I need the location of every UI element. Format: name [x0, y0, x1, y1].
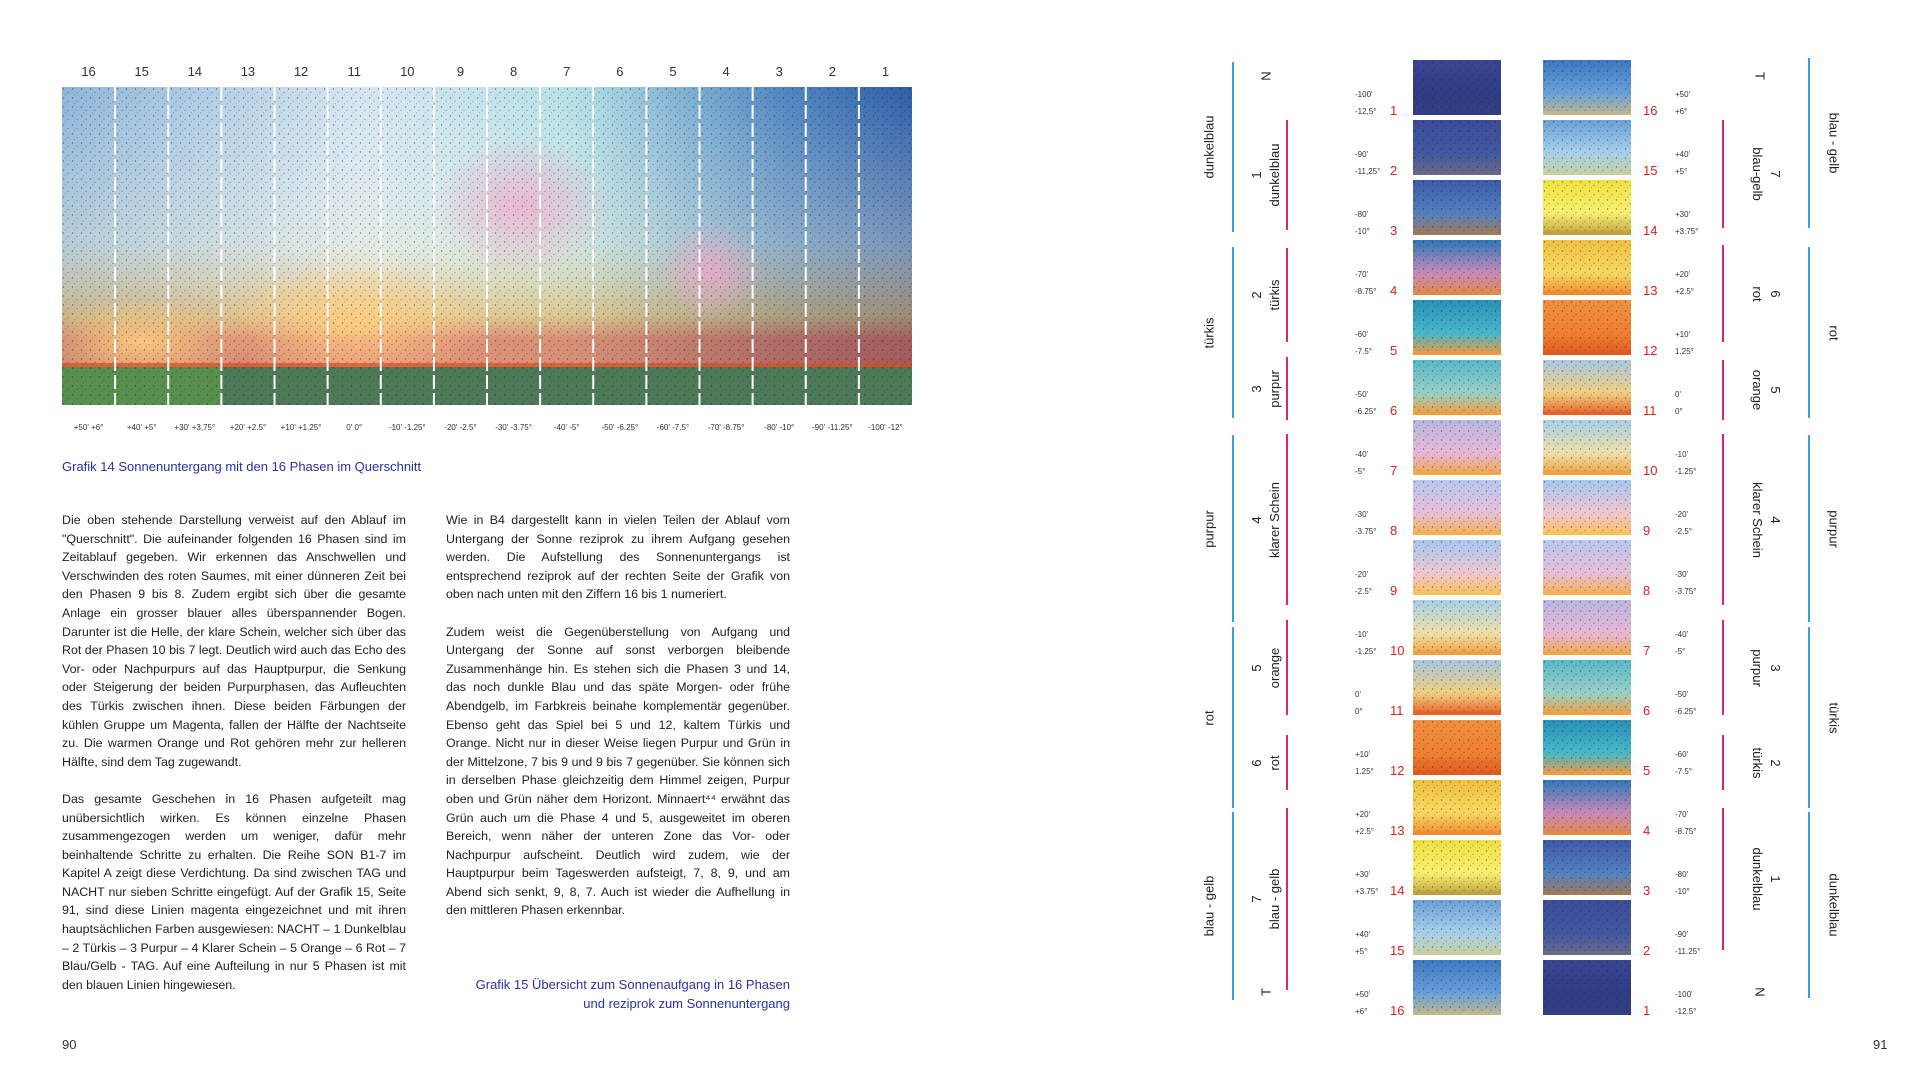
- label-line: klarer Schein: [1267, 481, 1282, 558]
- phase-number: 14: [187, 64, 203, 79]
- blue-phase-label-left: blau - gelb: [1201, 875, 1217, 937]
- sunrise-swatch: [1413, 960, 1501, 1015]
- angle-degrees: -5°: [1355, 467, 1366, 476]
- label-line: 3: [1768, 663, 1783, 672]
- sunrise-swatch: [1413, 60, 1501, 115]
- blue-phase-label-right: blau - gelb: [1826, 112, 1842, 174]
- blue-phase-line-left: [1232, 627, 1234, 808]
- sunrise-swatch: [1413, 420, 1501, 475]
- angle-minutes: +10': [1355, 750, 1371, 759]
- angle-minutes: -100': [1355, 90, 1373, 99]
- text-column-2: [446, 511, 790, 939]
- magenta-phase-line-right: [1722, 434, 1724, 605]
- phase-number-sunset: 16: [1643, 103, 1658, 118]
- end-letter-left-bottom: T: [1258, 988, 1274, 996]
- label-line: 7: [1768, 170, 1783, 178]
- angle-minutes: 0': [1355, 690, 1361, 699]
- angle-degrees: -12.5°: [1675, 1007, 1697, 1016]
- angle-label: -80' -10°: [764, 423, 795, 432]
- phase-number-sunset: 12: [1643, 343, 1658, 358]
- phase-number-sunset: 14: [1643, 223, 1658, 238]
- sunset-swatch: [1543, 900, 1631, 955]
- caption-grafik-14: Grafik 14 Sonnenuntergang mit den 16 Phasen im Querschnitt: [62, 459, 422, 474]
- label-line: 2: [1249, 291, 1264, 299]
- label-line: 4: [1768, 515, 1783, 524]
- magenta-phase-line-right: [1722, 120, 1724, 228]
- angle-degrees: +2.5°: [1675, 287, 1694, 296]
- sunrise-swatch: [1413, 540, 1501, 595]
- label-line: orange: [1267, 647, 1282, 688]
- sunrise-swatch: [1413, 720, 1501, 775]
- magenta-phase-label-left: [1248, 647, 1284, 687]
- sunset-swatch: [1543, 240, 1631, 295]
- sunset-swatch: [1543, 840, 1631, 895]
- angle-label: +10' +1.25°: [280, 423, 322, 432]
- phase-number: 8: [509, 64, 518, 79]
- magenta-phase-label-right: [1748, 370, 1784, 410]
- angle-minutes: -80': [1355, 210, 1369, 219]
- phase-number: 6: [616, 64, 624, 79]
- label-line: türkis: [1750, 746, 1765, 779]
- angle-minutes: -60': [1355, 330, 1369, 339]
- blue-phase-label-right: dunkelblau: [1826, 873, 1842, 937]
- blue-phase-line-right: [1808, 247, 1810, 418]
- angle-minutes: -20': [1355, 570, 1369, 579]
- sunrise-swatch: [1413, 300, 1501, 355]
- sunset-panorama-figure: [62, 87, 912, 405]
- angle-minutes: +20': [1675, 270, 1691, 279]
- angle-minutes: -30': [1355, 510, 1369, 519]
- sunset-swatch: [1543, 780, 1631, 835]
- phase-number: 15: [134, 64, 149, 79]
- phase-number-sunset: 10: [1643, 463, 1658, 478]
- sunrise-swatch: [1413, 600, 1501, 655]
- angle-minutes: +30': [1355, 870, 1371, 879]
- magenta-phase-line-left: [1286, 120, 1288, 230]
- angle-label: -40' -5°: [553, 423, 580, 432]
- sunset-swatch: [1543, 300, 1631, 355]
- blue-phase-label-right: türkis: [1826, 701, 1842, 734]
- angle-minutes: +20': [1355, 810, 1371, 819]
- angle-label: -10' -1.25°: [388, 423, 426, 432]
- magenta-phase-line-right: [1722, 808, 1724, 950]
- magenta-phase-label-left: [1248, 279, 1284, 310]
- phase-number-sunrise: 2: [1390, 163, 1398, 178]
- angle-minutes: -20': [1675, 510, 1689, 519]
- sunset-swatch: [1543, 180, 1631, 235]
- label-line: 5: [1768, 386, 1783, 394]
- angle-minutes: -40': [1355, 450, 1369, 459]
- blue-phase-line-right: [1808, 627, 1810, 808]
- phase-number-sunset: 15: [1643, 163, 1658, 178]
- angle-degrees: -11,25°: [1355, 167, 1381, 176]
- blue-phase-label-right: rot: [1826, 324, 1842, 341]
- phase-number-sunrise: 15: [1390, 943, 1405, 958]
- angle-minutes: -60': [1675, 750, 1689, 759]
- phase-number-row: [62, 64, 912, 82]
- blue-phase-line-right: [1808, 58, 1810, 228]
- magenta-phase-label-left: [1248, 755, 1284, 770]
- phase-number-sunrise: 13: [1390, 823, 1405, 838]
- phase-number-sunrise: 14: [1390, 883, 1405, 898]
- sunrise-swatch: [1413, 660, 1501, 715]
- magenta-phase-line-left: [1286, 735, 1288, 790]
- angle-minutes: -70': [1355, 270, 1369, 279]
- sunset-swatch: [1543, 480, 1631, 535]
- angle-degrees: -6.25°: [1675, 707, 1697, 716]
- sunrise-swatch: [1413, 120, 1501, 175]
- label-line: dunkelblau: [1267, 143, 1282, 207]
- sunset-swatch: [1543, 420, 1631, 475]
- magenta-phase-label-left: [1248, 869, 1284, 930]
- angle-minutes: -70': [1675, 810, 1689, 819]
- angle-minutes: 0': [1675, 390, 1681, 399]
- phase-number-sunrise: 16: [1390, 1003, 1405, 1018]
- angle-label: -30' -3.75°: [495, 423, 532, 432]
- label-line: purpur: [1267, 369, 1282, 408]
- sunset-swatch: [1543, 660, 1631, 715]
- angle-degrees: +2.5°: [1355, 827, 1374, 836]
- angle-degrees: -11.25°: [1675, 947, 1701, 956]
- angle-degrees: +5°: [1355, 947, 1368, 956]
- label-line: 1: [1249, 171, 1264, 179]
- angle-label-row: [62, 423, 912, 437]
- angle-degrees: -3.75°: [1675, 587, 1697, 596]
- angle-label: -20' -2.5°: [444, 423, 477, 432]
- phase-number-sunset: 13: [1643, 283, 1658, 298]
- label-line: rot: [1750, 285, 1765, 302]
- phase-number: 5: [669, 64, 677, 79]
- magenta-phase-line-left: [1286, 808, 1288, 990]
- magenta-phase-label-right: [1748, 747, 1784, 778]
- sunrise-swatch: [1413, 840, 1501, 895]
- label-line: türkis: [1267, 279, 1282, 311]
- phase-number-sunset: 1: [1643, 1003, 1651, 1018]
- phase-number: 9: [456, 64, 465, 79]
- label-line: blau-gelb: [1750, 147, 1765, 201]
- magenta-phase-label-left: [1248, 370, 1284, 408]
- phase-number: 3: [775, 64, 783, 79]
- phase-number-sunrise: 10: [1390, 643, 1405, 658]
- label-line: orange: [1750, 369, 1765, 411]
- sunset-swatch: [1543, 540, 1631, 595]
- blue-phase-line-left: [1232, 62, 1234, 232]
- angle-label: -90' -11.25°: [812, 423, 853, 432]
- phase-number-sunset: 7: [1643, 643, 1651, 658]
- angle-minutes: -10': [1675, 450, 1689, 459]
- phase-number-sunrise: 11: [1390, 703, 1404, 718]
- phase-number: 11: [347, 64, 361, 79]
- angle-degrees: +6°: [1355, 1007, 1368, 1016]
- phase-number-sunset: 11: [1643, 403, 1657, 418]
- angle-label: +20' +2.5°: [229, 423, 267, 432]
- paragraph: Die oben stehende Darstellung verweist auf den Ablauf im "Querschnitt". Die aufeinander folgenden 16 Phasen sind im Zeitablauf gegeben. Wir erkennen das Anschwellen und Verschwinden des roten Saumes, mit einer dünneren Zeit bei den Phasen 9 bis 8. Zudem ergibt sich über die gesamte Anlage ein grosser blauer alles überspannender Bogen. Darunter ist die Helle, der klare Schein, welcher sich über das Rot der Phasen 10 bis 7 legt. Deutlich wird auch das Echo des Vor- oder Nachpurpurs auf das Hauptpurpur, die Senkung oder Steigerung der beiden Purpurphasen, das Aufleuchten des Türkis zwischen ihnen. Diese beiden Färbungen der kühlen Gruppe um Magenta, fallen der Hälfte der Nachtseite zu. Die warmen Orange und Rot gehören mehr zur helleren Hälfte, sind dem Tag zugewandt.: [62, 513, 406, 769]
- label-line: blau - gelb: [1267, 868, 1282, 930]
- page-number-right: 91: [1873, 1037, 1888, 1052]
- angle-minutes: -10': [1355, 630, 1369, 639]
- label-line: 5: [1249, 663, 1264, 672]
- angle-minutes: -90': [1355, 150, 1369, 159]
- angle-degrees: -12,5°: [1355, 107, 1377, 116]
- magenta-phase-label-right: [1748, 286, 1784, 301]
- phase-number-sunset: 8: [1643, 583, 1651, 598]
- phase-number-sunrise: 9: [1390, 583, 1398, 598]
- angle-degrees: 0°: [1675, 407, 1683, 416]
- angle-label: -50' -6.25°: [601, 423, 639, 432]
- caption-line: und reziprok zum Sonnenuntergang: [583, 995, 790, 1011]
- paragraph: Zudem weist die Gegenüberstellung von Aufgang und Untergang der Sonne auf sonst verborgen bleibende Zusammenhänge hin. Es stehen sich die Phasen 3 und 14, das noch dunkle Blau und das späte Morgen- oder frühe Abendgelb, im Farbkreis beinahe komplementär gegenüber. Ebenso geht das Spiel bei 5 und 12, kaltem Türkis und Orange. Nicht nur in dieser Weise liegen Purpur und Grün in der Mittelzone, 7 bis 9 und 9 bis 7 gegenüber. Sie können sich in derselben Phase gleichzeitig dem Himmel zeigen, Purpur oben und Grün näher dem Horizont. Minnaert⁴⁴ erwähnt das Grün auch um die Phase 4 und 5, ausgeweitet im oberen Bereich, wenn näher der unteren Zone das Vor- oder Nachpurpur aufscheint. Deutlich wird zudem, wie der Hauptpurpur beim Tageswerden aufsteigt, 7, 8, 9, und am Abend sich senkt, 9, 8, 7. Auch ist wieder die Aufhellung in den mittleren Phasen erkennbar.: [446, 624, 790, 918]
- angle-minutes: +40': [1355, 930, 1371, 939]
- phase-number-sunset: 9: [1643, 523, 1651, 538]
- phase-number: 10: [400, 64, 415, 79]
- end-letter-left-top: N: [1258, 71, 1274, 81]
- magenta-phase-line-right: [1722, 620, 1724, 715]
- angle-degrees: -10°: [1355, 227, 1370, 236]
- angle-degrees: +3.75°: [1675, 227, 1699, 236]
- magenta-phase-line-right: [1722, 360, 1724, 420]
- angle-minutes: -50': [1675, 690, 1689, 699]
- page-number-left: 90: [62, 1037, 77, 1052]
- phase-number-sunrise: 5: [1390, 343, 1398, 358]
- angle-degrees: -6.25°: [1355, 407, 1377, 416]
- angle-minutes: -40': [1675, 630, 1689, 639]
- text-column-1: [62, 511, 406, 1013]
- phase-number-sunset: 3: [1643, 883, 1651, 898]
- angle-degrees: 0°: [1355, 707, 1363, 716]
- blue-phase-line-left: [1232, 435, 1234, 622]
- paragraph: Das gesamte Geschehen in 16 Phasen aufgeteilt mag unübersichtlich wirken. Es können einzelne Phasen zusammengezogen werden um weniger, dafür mehr beinhaltende Schritte zu erhalten. Die Reihe SON B1-7 im Kapitel A zeigt diese Verdichtung. Da sind zwischen TAG und NACHT nur sieben Schritte eingefügt. Auf der Grafik 15, Seite 91, sind diese Linien magenta eingezeichnet und mit ihren hauptsächlichen Farben ausgewiesen: NACHT – 1 Dunkelblau – 2 Türkis – 3 Purpur – 4 Klarer Schein – 5 Orange – 6 Rot – 7 Blau/Gelb - TAG. Auf eine Aufteilung in nur 5 Phasen ist mit den blauen Linien hingewiesen.: [62, 791, 406, 992]
- angle-degrees: -8.75°: [1355, 287, 1377, 296]
- phase-number: 7: [563, 64, 571, 79]
- phase-number: 16: [81, 64, 96, 79]
- angle-label: -70' -8.75°: [707, 423, 745, 432]
- sunset-swatch: [1543, 60, 1631, 115]
- phase-number-sunrise: 1: [1390, 103, 1398, 118]
- magenta-phase-label-left: [1248, 482, 1284, 558]
- angle-degrees: -2.5°: [1355, 587, 1372, 596]
- end-letter-right-top: T: [1752, 72, 1768, 80]
- blue-phase-line-left: [1232, 812, 1234, 1000]
- angle-degrees: -7.5°: [1675, 767, 1692, 776]
- angle-label: +30' +3,75°: [174, 423, 216, 432]
- right-page-grafik-15: [1180, 0, 1920, 1080]
- angle-minutes: +40': [1675, 150, 1691, 159]
- angle-minutes: +50': [1675, 90, 1691, 99]
- sunset-swatch: [1543, 960, 1631, 1015]
- angle-label: -60' -7.5°: [656, 423, 690, 432]
- sunrise-swatch: [1413, 480, 1501, 535]
- blue-phase-line-right: [1808, 435, 1810, 622]
- label-line: dunkelblau: [1750, 847, 1765, 911]
- angle-label: -100' -12°: [868, 423, 903, 432]
- label-line: 1: [1768, 875, 1783, 883]
- phase-number-sunset: 6: [1643, 703, 1651, 718]
- phase-number-sunrise: 6: [1390, 403, 1398, 418]
- magenta-phase-label-right: [1748, 147, 1784, 201]
- phase-number-sunset: 4: [1643, 823, 1651, 838]
- angle-degrees: -1.25°: [1355, 647, 1377, 656]
- angle-degrees: -5°: [1675, 647, 1686, 656]
- angle-minutes: -80': [1675, 870, 1689, 879]
- angle-minutes: -30': [1675, 570, 1689, 579]
- magenta-phase-line-left: [1286, 620, 1288, 715]
- magenta-phase-label-right: [1748, 482, 1784, 558]
- angle-degrees: -3.75°: [1355, 527, 1377, 536]
- phase-number: 1: [881, 64, 890, 79]
- blue-phase-label-left: purpur: [1201, 509, 1217, 548]
- phase-number-sunrise: 3: [1390, 223, 1398, 238]
- angle-minutes: -50': [1355, 390, 1369, 399]
- sunrise-swatch: [1413, 240, 1501, 295]
- blue-phase-label-left: dunkelblau: [1201, 115, 1217, 179]
- sunrise-swatch: [1413, 360, 1501, 415]
- angle-degrees: -10°: [1675, 887, 1690, 896]
- label-line: 6: [1768, 289, 1783, 298]
- angle-minutes: +30': [1675, 210, 1691, 219]
- angle-degrees: +6°: [1675, 107, 1688, 116]
- blue-phase-line-left: [1232, 247, 1234, 418]
- magenta-phase-line-right: [1722, 735, 1724, 790]
- caption-line: Grafik 15 Übersicht zum Sonnenaufgang in 16 Phasen: [475, 977, 790, 992]
- angle-label: +50' +6°: [73, 423, 104, 432]
- blue-phase-label-right: purpur: [1826, 509, 1842, 548]
- label-line: 4: [1249, 515, 1264, 524]
- sunrise-swatch: [1413, 900, 1501, 955]
- phase-number: 12: [293, 64, 309, 79]
- label-line: 2: [1768, 758, 1783, 767]
- end-letter-right-bottom: N: [1752, 987, 1768, 997]
- angle-degrees: +5°: [1675, 167, 1688, 176]
- sunrise-swatch: [1413, 780, 1501, 835]
- angle-minutes: -100': [1675, 990, 1693, 999]
- angle-minutes: -90': [1675, 930, 1689, 939]
- magenta-phase-line-left: [1286, 434, 1288, 605]
- magenta-phase-label-right: [1748, 848, 1784, 911]
- phase-number-sunrise: 7: [1390, 463, 1398, 478]
- phase-number-sunrise: 12: [1390, 763, 1405, 778]
- caption-grafik-15: [446, 976, 790, 1013]
- magenta-phase-label-left: [1248, 144, 1284, 207]
- angle-degrees: +3.75°: [1355, 887, 1379, 896]
- label-line: rot: [1267, 754, 1282, 771]
- label-line: 7: [1249, 895, 1264, 903]
- angle-degrees: -7.5°: [1355, 347, 1372, 356]
- angle-degrees: -1.25°: [1675, 467, 1697, 476]
- angle-degrees: 1.25°: [1675, 347, 1694, 356]
- angle-degrees: 1.25°: [1355, 767, 1374, 776]
- sunset-swatch: [1543, 600, 1631, 655]
- sunset-swatch: [1543, 720, 1631, 775]
- blue-phase-label-left: rot: [1201, 709, 1217, 726]
- phase-number: 2: [828, 64, 836, 79]
- phase-number-sunrise: 8: [1390, 523, 1398, 538]
- blue-phase-label-left: türkis: [1201, 316, 1217, 349]
- label-line: purpur: [1750, 648, 1765, 687]
- angle-degrees: -8.75°: [1675, 827, 1697, 836]
- magenta-phase-label-right: [1748, 649, 1784, 687]
- phase-number: 13: [240, 64, 256, 79]
- angle-label: +40' +5°: [126, 423, 157, 432]
- angle-degrees: -2.5°: [1675, 527, 1692, 536]
- phase-number: 4: [722, 64, 730, 79]
- phase-number-sunrise: 4: [1390, 283, 1398, 298]
- paragraph: Wie in B4 dargestellt kann in vielen Teilen der Ablauf vom Untergang der Sonne reziprok zu ihrem Aufgang gesehen werden. Die Aufstellung des Sonnenuntergangs ist entsprechend reziprok auf der rechten Seite der Grafik von oben nach unten mit den Ziffern 16 bis 1 numeriert.: [446, 513, 790, 602]
- label-line: klarer Schein: [1750, 481, 1765, 558]
- sunset-swatch: [1543, 360, 1631, 415]
- angle-minutes: +10': [1675, 330, 1691, 339]
- magenta-phase-line-right: [1722, 245, 1724, 342]
- phase-number-sunset: 2: [1643, 943, 1651, 958]
- magenta-phase-line-left: [1286, 357, 1288, 420]
- angle-label: 0' 0°: [346, 423, 363, 432]
- label-line: 3: [1249, 384, 1264, 393]
- phase-number-sunset: 5: [1643, 763, 1651, 778]
- magenta-phase-line-left: [1286, 248, 1288, 342]
- angle-minutes: +50': [1355, 990, 1371, 999]
- sunrise-swatch: [1413, 180, 1501, 235]
- blue-phase-line-right: [1808, 812, 1810, 998]
- sunset-swatch: [1543, 120, 1631, 175]
- label-line: 6: [1249, 758, 1264, 767]
